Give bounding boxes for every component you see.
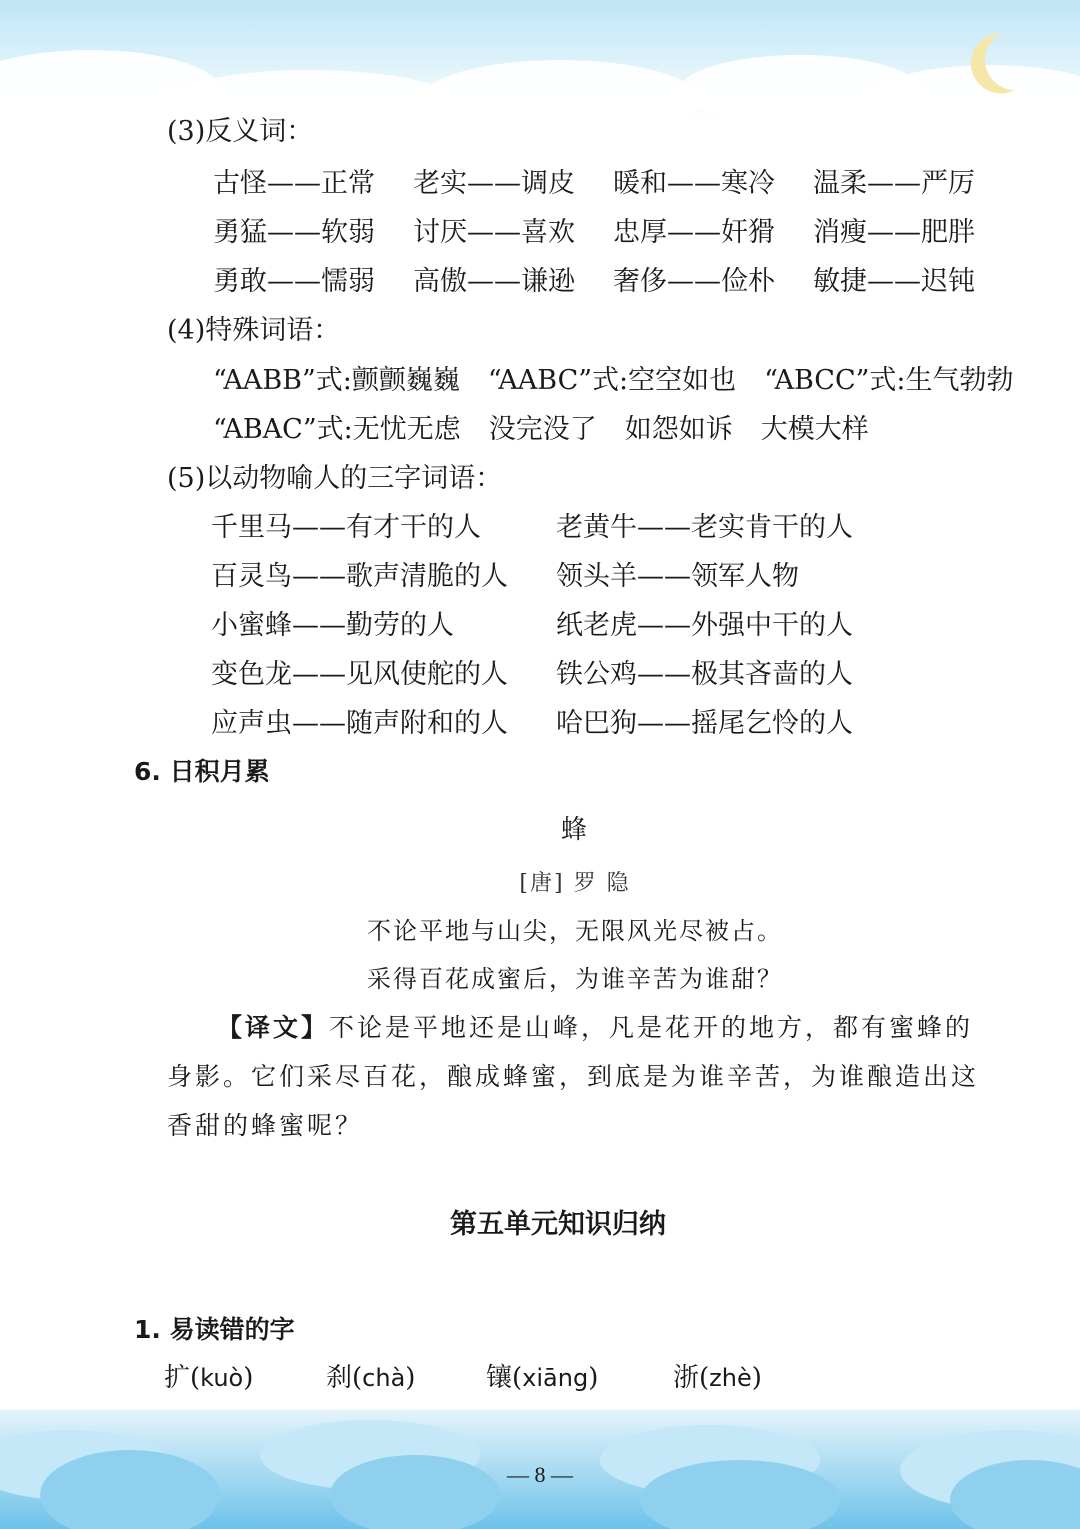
animal-word: 千里马——有才干的人	[211, 512, 481, 543]
translation-paragraph	[167, 1003, 987, 1150]
antonym-pair: 老实——调皮	[413, 168, 575, 199]
antonym-row	[213, 264, 1013, 300]
idiom: 如怨如诉	[624, 414, 733, 445]
antonym-pair: 讨厌——喜欢	[413, 217, 575, 248]
animal-row	[211, 510, 901, 546]
misread-chars-heading: 1. 易读错的字	[134, 1315, 295, 1344]
unit-title: 第五单元知识归纳	[450, 1209, 666, 1240]
pinyin: zhè	[709, 1364, 752, 1392]
bottom-cloud-banner	[0, 1390, 1080, 1529]
antonym-pair: 暖和——寒冷	[613, 168, 775, 199]
poem-line: 不论平地与山尖，无限风光尽被占。	[367, 917, 783, 945]
translation-tag: 【译文】	[217, 1013, 330, 1042]
animal-word: 老黄牛——老实肯干的人	[556, 512, 853, 543]
animal-word: 纸老虎——外强中干的人	[556, 610, 853, 641]
translation-text: 不论是平地还是山峰，凡是花开的地方，都有蜜蜂的身影。它们采尽百花，酿成蜂蜜，到底是为谁辛苦，为谁酿造出这香甜的蜂蜜呢？	[167, 1013, 980, 1140]
poem-line: 采得百花成蜜后，为谁辛苦为谁甜？	[367, 965, 783, 993]
char: 镶	[486, 1363, 513, 1393]
antonym-pair: 忠厚——奸猾	[613, 217, 775, 248]
animal-row	[211, 657, 901, 693]
antonym-row	[213, 166, 1013, 202]
antonym-pair: 奢侈——俭朴	[613, 266, 775, 297]
animal-row	[211, 608, 901, 644]
antonym-pair: 勇敢——懦弱	[213, 266, 375, 297]
char-pinyin: 刹(chà)	[326, 1363, 416, 1393]
char-pinyin: 扩(kuò)	[164, 1363, 254, 1393]
char: 扩	[164, 1363, 191, 1393]
antonyms-heading: (3)反义词：	[167, 116, 314, 147]
pinyin: kuò	[200, 1364, 244, 1392]
animal-word: 领头羊——领军人物	[556, 561, 799, 592]
daily-heading: 6. 日积月累	[134, 757, 270, 786]
antonym-pair: 勇猛——软弱	[213, 217, 375, 248]
page-number: — 8 —	[507, 1462, 573, 1487]
char: 刹	[326, 1363, 353, 1393]
char: 浙	[673, 1363, 700, 1393]
char-pinyin: 浙(zhè)	[673, 1363, 762, 1393]
animal-word: 变色龙——见风使舵的人	[211, 659, 508, 690]
animal-word: 哈巴狗——摇尾乞怜的人	[556, 708, 853, 739]
special-words-row	[213, 363, 1042, 399]
antonym-pair: 高傲——谦逊	[413, 266, 575, 297]
idiom-pattern: “AABB”式:颤颤巍巍	[213, 365, 460, 396]
idiom-pattern: “ABAC”式:无忧无虑	[213, 414, 461, 445]
special-words-row	[213, 412, 897, 448]
animal-row	[211, 706, 901, 742]
antonym-pair: 古怪——正常	[213, 168, 375, 199]
animal-word: 应声虫——随声附和的人	[211, 708, 508, 739]
animal-word: 百灵鸟——歌声清脆的人	[211, 561, 508, 592]
char-pinyin: 镶(xiāng)	[486, 1363, 599, 1393]
pinyin: xiāng	[522, 1364, 589, 1392]
idiom-pattern: “AABC”式:空空如也	[487, 365, 737, 396]
pinyin: chà	[362, 1364, 406, 1392]
poem-author: [唐] 罗 隐	[519, 871, 631, 896]
antonym-pair: 消瘦——肥胖	[813, 217, 975, 248]
antonym-row	[213, 215, 1013, 251]
idiom-pattern: “ABCC”式:生气勃勃	[764, 365, 1014, 396]
animal-row	[211, 559, 901, 595]
animal-words-heading: (5)以动物喻人的三字词语：	[167, 463, 503, 494]
antonym-pair: 敏捷——迟钝	[813, 266, 975, 297]
idiom: 大模大样	[760, 414, 869, 445]
idiom: 没完没了	[488, 414, 597, 445]
antonym-pair: 温柔——严厉	[813, 168, 975, 199]
animal-word: 小蜜蜂——勤劳的人	[211, 610, 454, 641]
poem-title: 蜂	[560, 815, 589, 845]
top-cloud-banner	[0, 0, 1080, 120]
special-words-heading: (4)特殊词语：	[167, 315, 341, 346]
animal-word: 铁公鸡——极其吝啬的人	[556, 659, 853, 690]
